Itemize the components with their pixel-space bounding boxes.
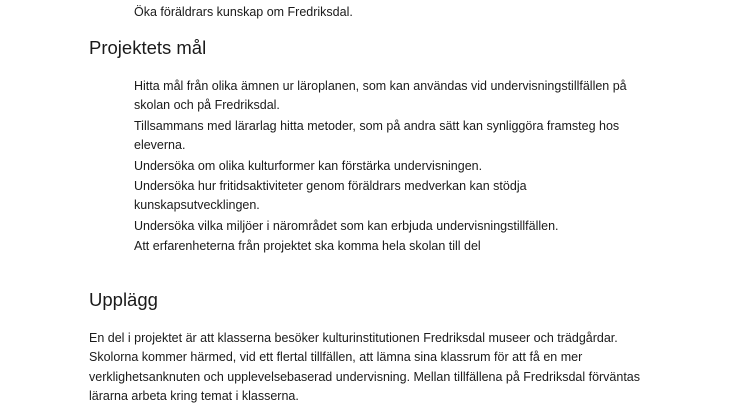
paragraph-line: verklighetsanknuten och upplevelsebaserad undervisning. Mellan tillfällena på Fredriksdal förväntas	[89, 370, 641, 384]
goals-heading: Projektets mål	[89, 37, 207, 58]
goal-line: eleverna.	[134, 138, 186, 152]
plan-heading: Upplägg	[89, 289, 158, 310]
paragraph-line: En del i projektet är att klasserna besöker kulturinstitutionen Fredriksdal museer och trädgårdar.	[89, 331, 618, 345]
goal-line: skolan och på Fredriksdal.	[134, 98, 280, 112]
goal-line: Undersöka om olika kulturformer kan förstärka undervisningen.	[134, 159, 483, 173]
goal-line: Hitta mål från olika ämnen ur läroplanen, som kan användas vid undervisningstillfällen på	[134, 79, 627, 93]
goal-line: Tillsammans med lärarlag hitta metoder, som på andra sätt kan synliggöra framsteg hos	[134, 119, 620, 133]
goal-line: kunskapsutvecklingen.	[134, 198, 260, 212]
goal-line: Undersöka hur fritidsaktiviteter genom föräldrars medverkan kan stödja	[134, 179, 527, 193]
goal-line: Undersöka vilka miljöer i närområdet som kan erbjuda undervisningstillfällen.	[134, 219, 559, 233]
paragraph-line: Skolorna kommer härmed, vid ett flertal tillfällen, att lämna sina klassrum för att få en mer	[89, 350, 583, 364]
top-list-item: Öka föräldrars kunskap om Fredriksdal.	[134, 5, 353, 19]
paragraph-line: lärarna arbeta kring temat i klasserna.	[89, 389, 299, 403]
goal-line: Att erfarenheterna från projektet ska komma hela skolan till del	[134, 239, 481, 253]
